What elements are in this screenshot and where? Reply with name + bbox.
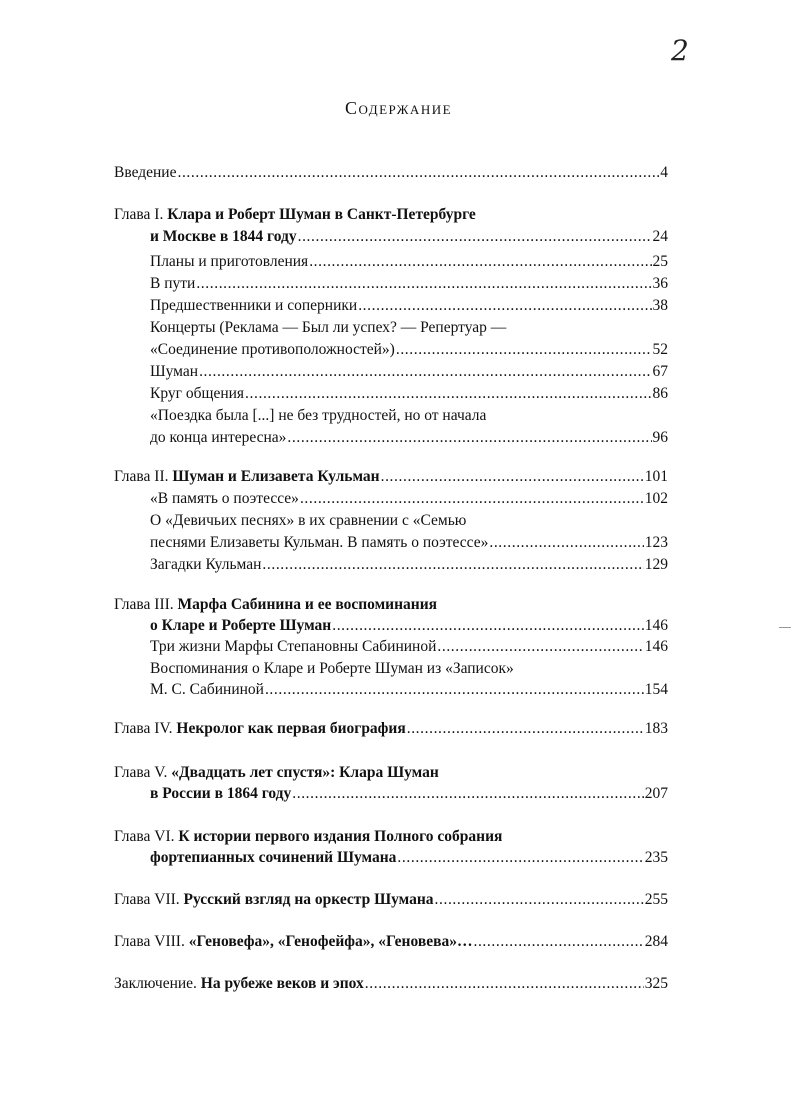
leader-dots (245, 383, 651, 404)
toc-label: Предшественники и соперники (150, 297, 358, 314)
toc-entry[interactable] (150, 488, 668, 509)
toc-chapter-5[interactable] (150, 783, 668, 804)
toc-chapter-3[interactable] (150, 615, 668, 636)
leader-dots (300, 488, 644, 509)
toc-chapter-5-heading (114, 762, 668, 783)
leader-dots (292, 783, 644, 804)
toc-label: «В память о поэтессе» (150, 490, 299, 507)
toc-entry[interactable] (150, 427, 668, 448)
toc-label: Три жизни Марфы Степановны Сабининой (150, 638, 437, 655)
leader-dots (196, 273, 651, 294)
toc-page: 183 (644, 720, 668, 737)
toc-label: песнями Елизаветы Кульман. В память о поэтессе» (150, 534, 489, 551)
chapter-prefix: Заключение. (114, 975, 197, 992)
chapter-title: Марфа Сабинина и ее воспоминания (177, 596, 438, 613)
toc-entry-line1 (150, 405, 668, 426)
toc-label: Загадки Кульман (150, 556, 262, 573)
chapter-title-cont: о Кларе и Роберте Шуман (150, 617, 332, 634)
page-title: Содержание (344, 98, 453, 118)
toc-label: М. С. Сабининой (150, 681, 264, 698)
toc-conclusion[interactable] (114, 973, 668, 994)
chapter-title-cont: и Москве в 1844 году (150, 228, 297, 245)
toc-label-line1: Воспоминания о Кларе и Роберте Шуман из «Записок» (150, 660, 514, 677)
toc-page: 284 (644, 933, 668, 950)
toc-entry[interactable] (150, 251, 668, 272)
leader-dots (365, 973, 644, 994)
toc-page: 25 (652, 253, 668, 270)
toc-label: Планы и приготовления (150, 253, 309, 270)
chapter-title: Шуман и Елизавета Кульман (172, 468, 380, 485)
toc-page: 207 (644, 785, 668, 802)
chapter-title-cont: фортепианных сочинений Шумана (150, 849, 397, 866)
toc-page: 146 (644, 638, 668, 655)
chapter-title-cont: в России в 1864 году (150, 785, 292, 802)
toc-entry[interactable] (150, 554, 668, 575)
leader-dots (265, 679, 644, 700)
toc-label: до конца интересна» (150, 429, 287, 446)
toc-entry[interactable] (150, 339, 668, 360)
leader-dots (309, 251, 651, 272)
leader-dots (332, 615, 644, 636)
toc-chapter-6-heading (114, 826, 668, 847)
toc-chapter-6[interactable] (150, 847, 668, 868)
toc-page: 67 (652, 363, 668, 380)
toc-label: Шуман (150, 363, 199, 380)
toc-page: 325 (644, 975, 668, 992)
toc-page: 101 (644, 468, 668, 485)
chapter-prefix: Глава VII. (114, 891, 180, 908)
chapter-title: Русский взгляд на оркестр Шумана (183, 891, 434, 908)
leader-dots (358, 295, 651, 316)
chapter-title: «Геновефа», «Генофейфа», «Геновева»… (188, 933, 473, 950)
leader-dots (262, 554, 643, 575)
toc-entry[interactable] (150, 532, 668, 553)
toc-chapter-7[interactable] (114, 889, 668, 910)
chapter-title: К истории первого издания Полного собрания (178, 828, 503, 845)
toc-page: 96 (652, 429, 668, 446)
toc-chapter-3-heading (114, 594, 668, 615)
toc-entry[interactable] (150, 361, 668, 382)
margin-mark (779, 627, 791, 628)
toc-page: 52 (652, 341, 668, 358)
chapter-title: Некролог как первая биография (176, 720, 406, 737)
toc-page: 123 (644, 534, 668, 551)
leader-dots (435, 889, 644, 910)
toc-entry[interactable] (150, 636, 668, 657)
chapter-prefix: Глава VIII. (114, 933, 185, 950)
toc-label: Введение (114, 164, 177, 181)
toc-entry[interactable] (150, 383, 668, 404)
leader-dots (473, 931, 643, 952)
toc-label: В пути (150, 275, 196, 292)
toc-label: Круг общения (150, 385, 245, 402)
toc-entry[interactable] (150, 273, 668, 294)
chapter-prefix: Глава VI. (114, 828, 175, 845)
leader-dots (298, 226, 652, 247)
chapter-prefix: Глава III. (114, 596, 174, 613)
toc-page: 129 (644, 556, 668, 573)
leader-dots (381, 466, 644, 487)
chapter-title: Клара и Роберт Шуман в Санкт-Петербурге (167, 206, 476, 223)
toc-chapter-2[interactable] (114, 466, 668, 487)
toc-label-line1: Концерты (Реклама — Был ли успех? — Репертуар — (150, 319, 507, 336)
toc-label: «Соединение противоположностей») (150, 341, 395, 358)
leader-dots (489, 532, 643, 553)
toc-page: 255 (644, 891, 668, 908)
leader-dots (199, 361, 651, 382)
handwritten-page-number: 2 (671, 34, 689, 67)
toc-label-line1: О «Девичьих песнях» в их сравнении с «Семью (150, 512, 467, 529)
toc-page: 154 (644, 681, 668, 698)
toc-chapter-8[interactable] (114, 931, 668, 952)
toc-page: 38 (652, 297, 668, 314)
chapter-prefix: Глава IV. (114, 720, 173, 737)
leader-dots (396, 339, 652, 360)
leader-dots (287, 427, 651, 448)
toc-label-line1: «Поездка была [...] не без трудностей, но от начала (150, 407, 487, 424)
toc-entry-line1 (150, 658, 668, 679)
toc-page: 146 (644, 617, 668, 634)
toc-chapter-1-heading (114, 204, 668, 225)
toc-chapter-4[interactable] (114, 718, 668, 739)
toc-entry-line1 (150, 317, 668, 338)
chapter-title: «Двадцать лет спустя»: Клара Шуман (171, 764, 439, 781)
toc-entry-intro[interactable] (114, 162, 668, 183)
leader-dots (437, 636, 643, 657)
toc-chapter-1[interactable] (150, 226, 668, 247)
toc-entry-line1 (150, 510, 668, 531)
chapter-prefix: Глава II. (114, 468, 169, 485)
chapter-prefix: Глава I. (114, 206, 164, 223)
toc-page: 24 (652, 228, 668, 245)
toc-page: 4 (660, 164, 668, 181)
chapter-prefix: Глава V. (114, 764, 168, 781)
leader-dots (397, 847, 643, 868)
toc-page: 36 (652, 275, 668, 292)
chapter-title: На рубеже веков и эпох (200, 975, 364, 992)
toc-page: 235 (644, 849, 668, 866)
leader-dots (407, 718, 644, 739)
toc-entry[interactable] (150, 295, 668, 316)
leader-dots (177, 162, 659, 183)
toc-page: 86 (652, 385, 668, 402)
toc-page: 102 (644, 490, 668, 507)
toc-entry[interactable] (150, 679, 668, 700)
